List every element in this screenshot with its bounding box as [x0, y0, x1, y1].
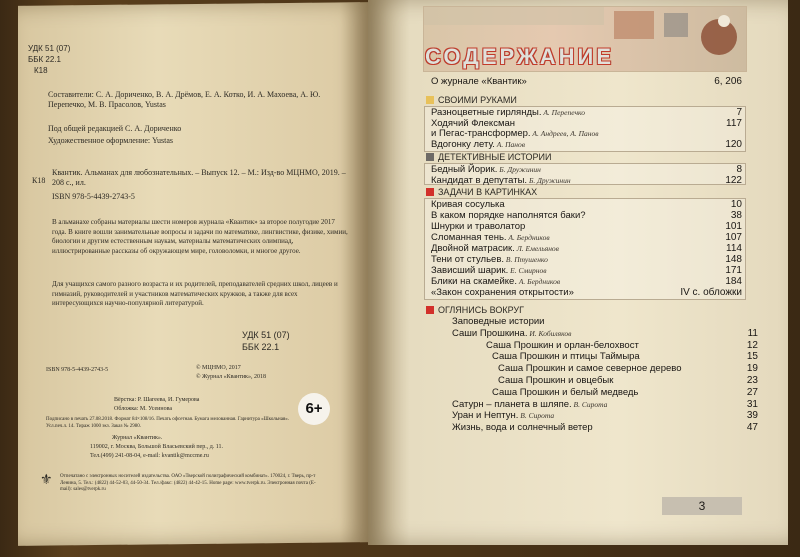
- phone: Тел.(499) 241-08-04, e-mail: kvantik@mccme.ru: [90, 453, 209, 459]
- toc-entry-author: А. Панов: [494, 139, 526, 149]
- toc-entry-author: Б. Дружинин: [527, 175, 571, 185]
- toc-entry-title: Саша Прошкин и самое северное дерево: [498, 363, 682, 375]
- toc-entry-page: 10: [730, 199, 742, 210]
- toc-entry-title: и Пегас-трансформер.: [431, 128, 531, 139]
- toc-entry-page: 23: [746, 375, 758, 386]
- toc-entry-title: Блики на скамейке.: [431, 276, 517, 287]
- toc-entry-title: Жизнь, вода и солнечный ветер: [452, 422, 593, 434]
- toc-entry-page: 19: [746, 363, 758, 375]
- section-picture-problems: ЗАДАЧИ В КАРТИНКАХ: [424, 186, 758, 198]
- toc-entry-title: Саша Прошкин и орлан-белохвост: [486, 339, 639, 351]
- toc-entry: [452, 422, 593, 434]
- toc-entry: [498, 375, 613, 387]
- toc-entry: [498, 363, 682, 375]
- toc-entry: [486, 340, 639, 352]
- section-handmade: СВОИМИ РУКАМИ: [424, 94, 758, 106]
- print-info: Подписано в печать 27.08.2018. Формат 84×108/16. Печать офсетная. Бумага мелованная. Гарнитура «Школьная». Усл.печ.л. 14. Тираж 1000 экз. Заказ № 2980.: [46, 417, 289, 429]
- section-detective: ДЕТЕКТИВНЫЕ ИСТОРИИ: [424, 151, 758, 163]
- toc-entry: [492, 351, 640, 363]
- art-direction: Художественное оформление: Yustas: [48, 136, 174, 145]
- toc-entry: [452, 410, 554, 422]
- contents-title: СОДЕРЖАНИЕ: [425, 44, 615, 69]
- toc-entry-title: Двойной матрасик.: [431, 243, 515, 254]
- section-marker-icon: [426, 306, 434, 314]
- toc-entry-author: А. Бердников: [506, 233, 550, 242]
- toc-entry-page: 11: [747, 327, 758, 339]
- section-look-around: ОГЛЯНИСЬ ВОКРУГ: [424, 304, 758, 316]
- about-entry: О журнале «Квантик»: [431, 76, 527, 87]
- cover-credits: Обложка: М. Усеинова: [114, 406, 172, 412]
- toc-entry-title: Саша Прошкин и птицы Таймыра: [492, 351, 640, 363]
- left-page: [18, 2, 368, 546]
- toc-entry-page: 7: [736, 107, 742, 118]
- toc-entry-title: Саша Прошкин и белый медведь: [492, 386, 639, 398]
- toc-entry-title: Тени от стульев.: [431, 254, 505, 265]
- toc-entry: [431, 287, 574, 299]
- toc-entry-page: 27: [746, 386, 758, 398]
- toc-entry-page: 39: [746, 410, 758, 422]
- toc-entry-author: Л. Емельянов: [514, 244, 559, 253]
- audience: Для учащихся самого разного возраста и их родителей, преподавателей средних школ, лицеев и гимназий, руководителей и участников математических кружков, а также для всех интересующихся научно-популярной литературой.: [52, 280, 338, 307]
- toc-entry-page: 122: [725, 174, 742, 186]
- copyright-2: © Журнал «Квантик», 2018: [196, 374, 266, 380]
- toc-entry-title: В каком порядке наполнятся баки?: [431, 210, 586, 221]
- toc-entry-author: А. Андреев, А. Панов: [530, 129, 599, 138]
- toc-entry-page: 8: [736, 164, 742, 175]
- toc-entry-author: И. Кобиляков: [527, 328, 572, 338]
- about-page: 6, 206: [714, 76, 742, 87]
- toc-entry-author: А. Бердников: [516, 277, 561, 286]
- toc-entry-title: Бедный Йорик.: [431, 164, 498, 175]
- udk-code-2: УДК 51 (07): [242, 330, 290, 340]
- address: 119002, г. Москва, Большой Власьевский пер., д. 11.: [90, 444, 224, 450]
- toc-entry: [431, 139, 525, 151]
- toc-entry-author: Б. Дружинин: [497, 165, 541, 174]
- toc-entry-title: «Закон сохранения открытости»: [431, 287, 574, 298]
- toc-entry-author: В. Сирота: [518, 411, 555, 421]
- toc-entry: [452, 328, 571, 340]
- toc-entry-title: Шнурки и траволатор: [431, 221, 526, 232]
- isbn-2: ISBN 978-5-4439-2743-5: [46, 367, 109, 373]
- compilers: Составители: С. А. Дориченко, В. А. Дрёмов, Е. А. Котко, И. А. Махоева, А. Ю. Перепечко, М. В. Прасолов, Yustas: [48, 90, 321, 109]
- toc-entry-title: Зависший шарик.: [431, 265, 509, 276]
- printer-info: Отпечатано с электронных носителей издательства. ОАО «Тверской полиграфический комбинат». 170024, г. Тверь, пр-т Ленина, 5. Тел.: (4822) 44-52-03, 44-50-34. Тел./факс: (4822) 44-42-15. Home page: www.tverpk.ru. Электронная почта (E-mail): sales@tverpk.ru: [60, 474, 316, 492]
- toc-entry-title: Саши Прошкина.: [452, 327, 528, 339]
- toc-entry: [431, 175, 571, 187]
- abstract: В альманахе собраны материалы шести номеров журнала «Квантик» за второе полугодие 2017 года. В книге вошли занимательные вопросы и задачи по математике, лингвистике, физике, химии, биологии и другим естественным наукам, материалы математических олимпиад, иллюстрированные рассказы об окружающем мире, головоломки, и многое другое.: [52, 218, 348, 255]
- isbn: ISBN 978-5-4439-2743-5: [52, 192, 135, 201]
- toc-entry: [452, 316, 545, 328]
- copyright-1: © МЦНМО, 2017: [196, 365, 241, 371]
- section-marker-icon: [426, 96, 434, 104]
- toc-entry-page: 120: [725, 138, 742, 150]
- toc-entry-page: 31: [746, 398, 758, 410]
- bbk-code: ББК 22.1: [28, 55, 61, 64]
- page-number: 3: [662, 497, 742, 515]
- toc-entry-title: Кривая сосулька: [431, 199, 505, 210]
- toc-entry-title: Вдогонку лету.: [431, 138, 495, 150]
- toc-entry-title: Саша Прошкин и овцебык: [498, 375, 614, 386]
- journal-name: Журнал «Квантик».: [112, 435, 163, 441]
- toc-entry: [452, 399, 607, 411]
- toc-entry-page: 117: [726, 117, 742, 129]
- toc-entry: [492, 387, 638, 399]
- bib-code: К18: [32, 176, 46, 185]
- toc-entry-title: Кандидат в депутаты.: [431, 174, 528, 186]
- section-marker-icon: [426, 153, 434, 161]
- layout-credits: Вёрстка: Р. Шагеева, И. Гумерова: [114, 397, 200, 403]
- section-marker-icon: [426, 188, 434, 196]
- toc-entry-page: 107: [725, 232, 742, 243]
- toc-entry-page: 114: [726, 243, 742, 254]
- printer-logo-icon: ⚜: [40, 473, 53, 488]
- toc-entry-page: 101: [725, 221, 742, 232]
- editor: Под общей редакцией С. А. Дориченко: [48, 124, 182, 133]
- toc-entry-page: 184: [725, 276, 742, 287]
- toc-entry-author: Е. Смирнов: [508, 266, 547, 275]
- toc-entry-page: 47: [746, 422, 758, 434]
- toc-entry-page: IV с. обложки: [680, 287, 742, 298]
- bbk-code-2: ББК 22.1: [242, 342, 280, 352]
- bibliographic-entry: Квантик. Альманах для любознательных. – Выпуск 12. – М.: Изд-во МЦНМО, 2019. – 208 с., ил.: [52, 168, 346, 187]
- toc-entry-author: В. Сирота: [571, 399, 608, 409]
- toc-entry-page: 171: [725, 265, 742, 276]
- toc-entry-title: Заповедные истории: [452, 316, 545, 327]
- udk-code: УДК 51 (07): [28, 44, 71, 53]
- age-rating-badge: 6+: [298, 393, 330, 425]
- toc-entry-title: Сатурн – планета в шляпе.: [452, 398, 572, 410]
- toc-entry-page: 15: [746, 351, 758, 363]
- toc-entry-title: Уран и Нептун.: [452, 410, 519, 422]
- toc-entry-page: 148: [725, 254, 742, 265]
- toc-entry-title: Сломанная тень.: [431, 232, 507, 243]
- toc-entry-page: 12: [746, 339, 758, 351]
- toc-entry-author: А. Перепечко: [541, 108, 586, 117]
- toc-entry-title: Ходячий Флексман: [431, 117, 516, 129]
- toc-entry-page: 38: [730, 210, 742, 221]
- author-code: К18: [34, 66, 48, 75]
- toc-entry-author: В. Птушенко: [504, 255, 548, 264]
- toc-entry-title: Разноцветные гирлянды.: [431, 107, 542, 118]
